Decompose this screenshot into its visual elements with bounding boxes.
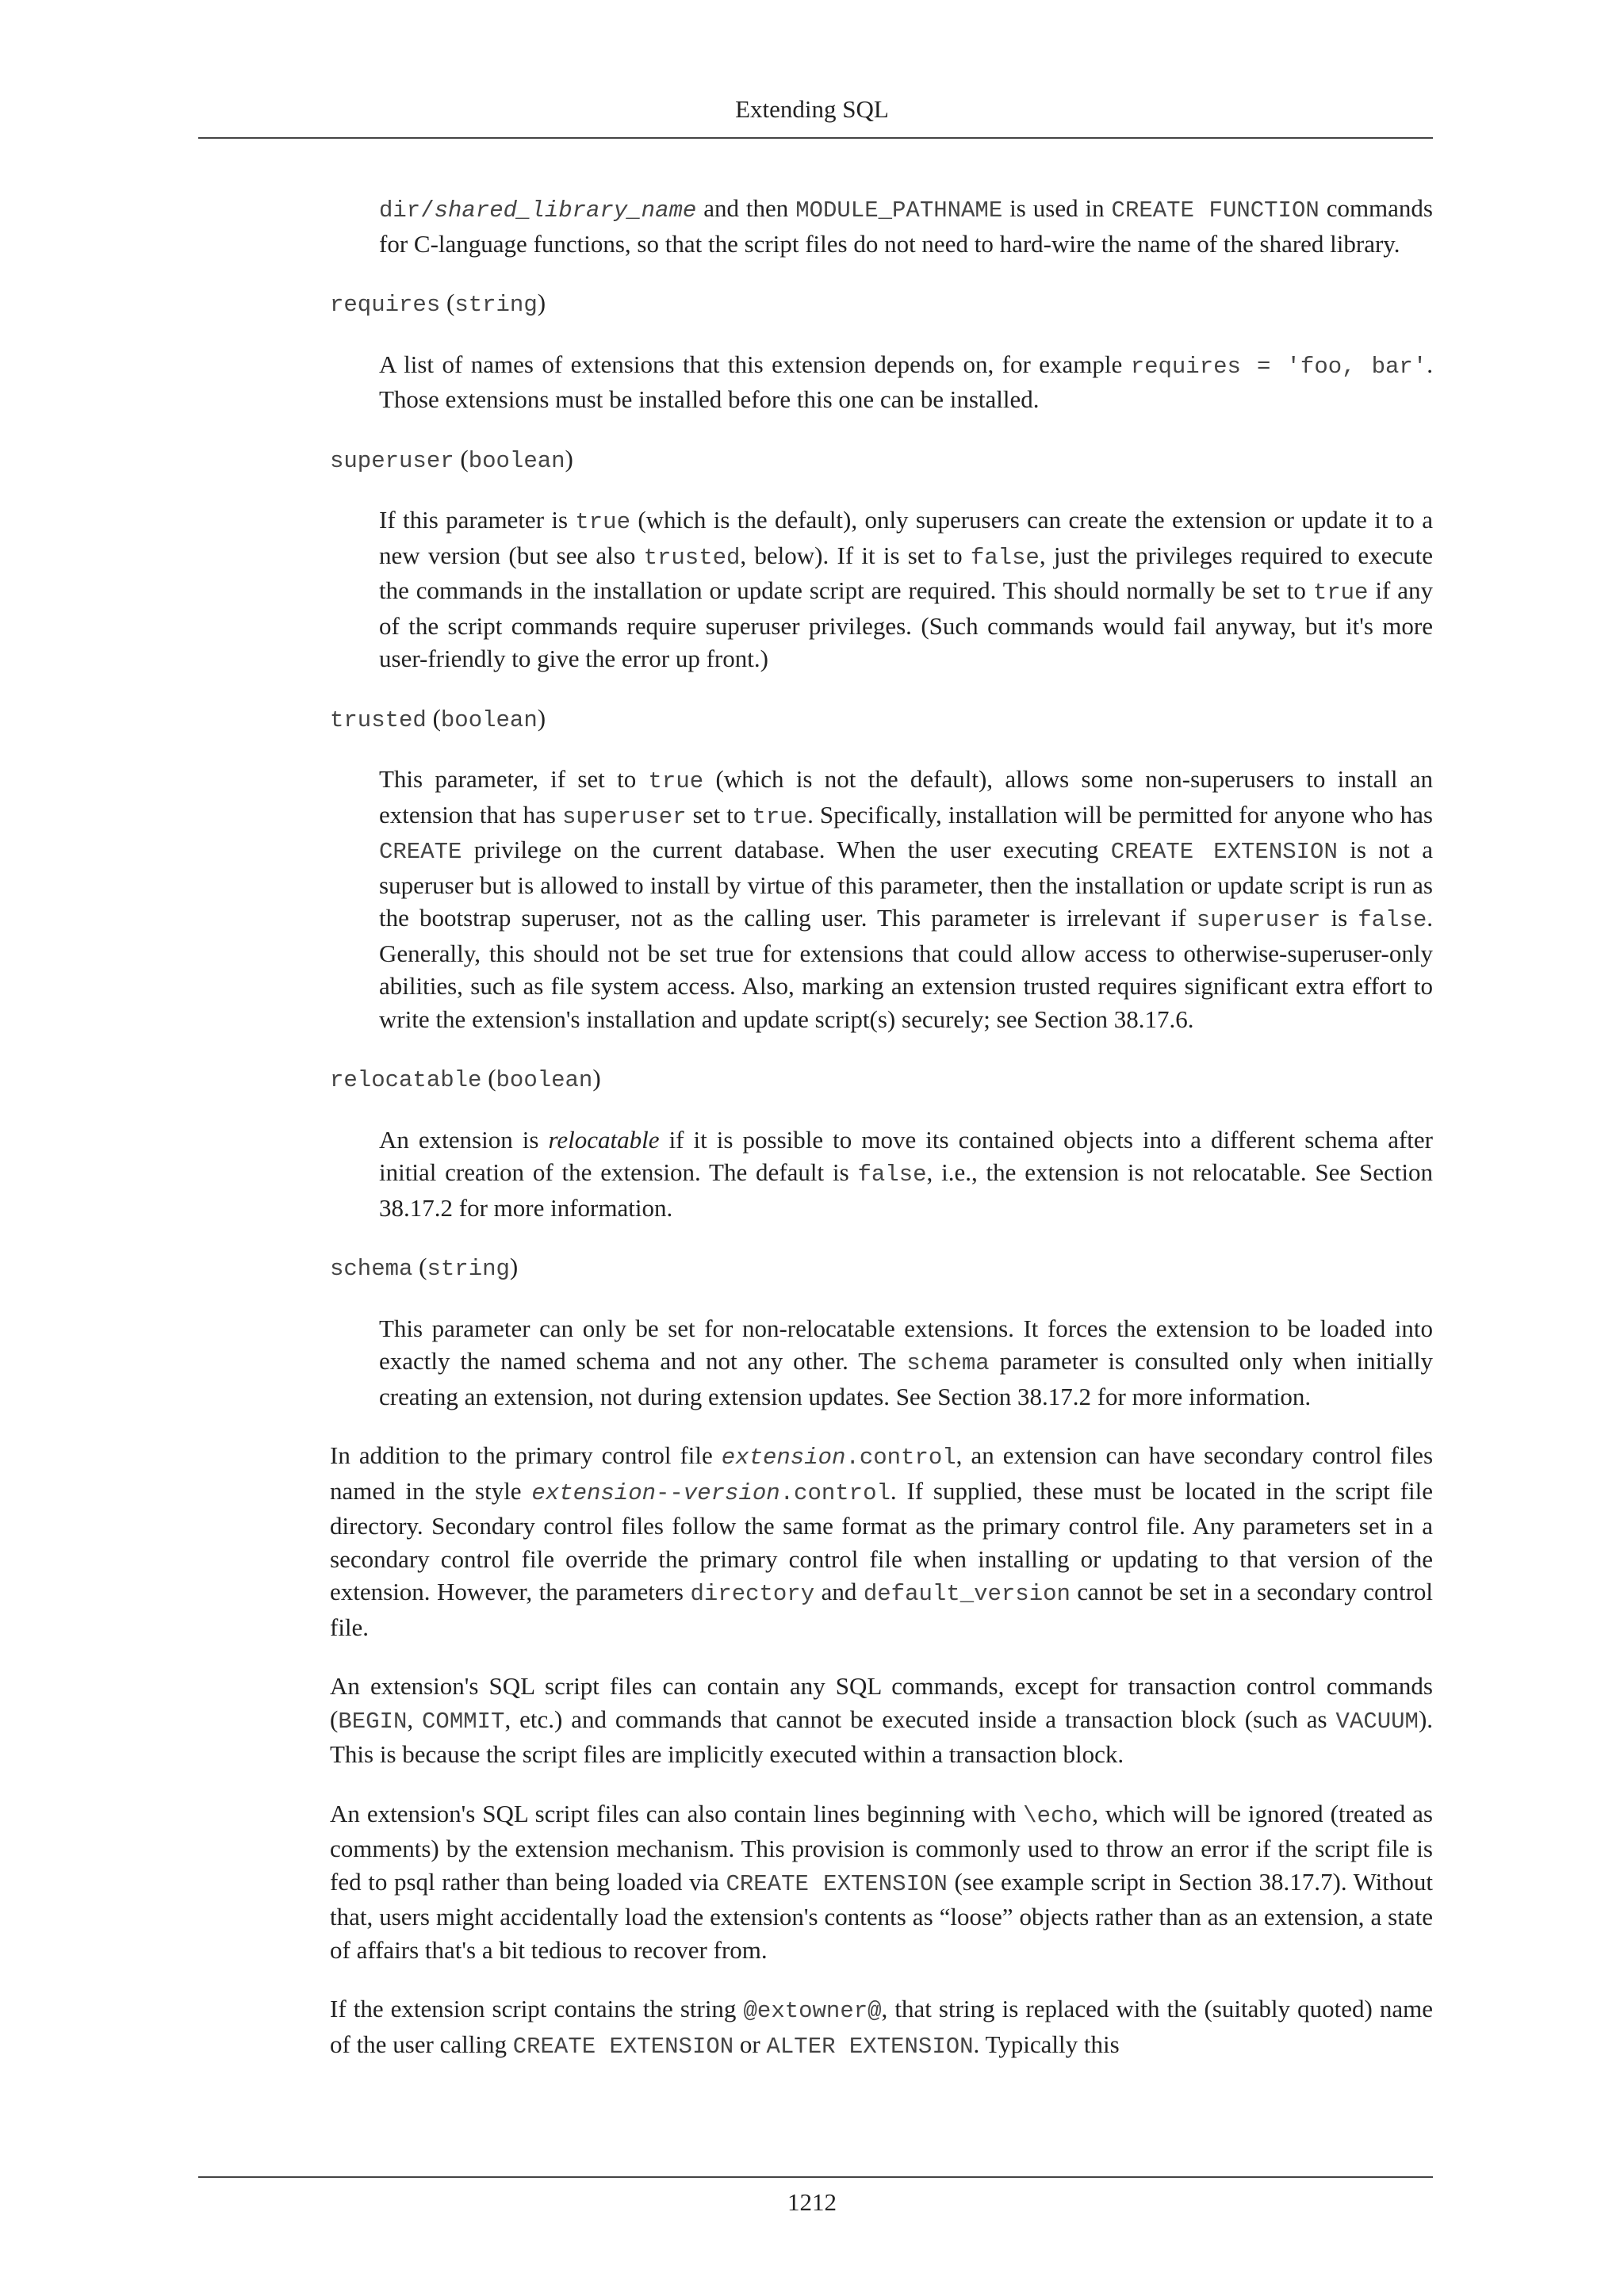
param-desc-superuser: [330, 503, 1433, 675]
code-text: schema: [906, 1350, 990, 1376]
text: cannot be set in a secondary control file.: [330, 1578, 1434, 1641]
code-text: false: [857, 1161, 927, 1188]
text: is not a superuser but is allowed to install by virtue of this parameter, then the installation or update script is run as the bootstrap superuser, not as the calling user. This parameter is irrelevant if: [379, 836, 1433, 932]
text: , etc.) and commands that cannot be executed inside a transaction block (such as: [504, 1705, 1336, 1733]
text: . Typically this: [973, 2030, 1120, 2058]
code-text: .control: [845, 1445, 956, 1471]
code-text: dir/: [379, 197, 435, 224]
text: and: [814, 1578, 864, 1605]
running-header: Extending SQL: [735, 95, 889, 123]
text: , below). If it is set to: [740, 541, 971, 569]
text: , an extension can have secondary control files named in the style: [330, 1441, 1434, 1505]
text: privilege on the current database. When the user executing: [462, 836, 1111, 863]
text: if it is possible to move its contained objects into a different schema after initial creation of the extension. The default is: [379, 1125, 1433, 1186]
code-text: .control: [779, 1479, 891, 1506]
param-type: boolean: [468, 447, 565, 474]
code-text: COMMIT: [422, 1708, 505, 1735]
paragraph-secondary-control-files: [330, 1439, 1433, 1644]
emphasis-text: relocatable: [548, 1125, 660, 1154]
code-text: default_version: [863, 1581, 1071, 1607]
text: This parameter can only be set for non-relocatable extensions. It forces the extension to be loaded into exactly the named schema and not any other. The: [379, 1314, 1433, 1375]
code-text: ALTER EXTENSION: [766, 2033, 974, 2060]
param-term-relocatable: relocatable (boolean): [330, 1064, 601, 1093]
page-content: [330, 192, 1433, 2089]
param-desc-schema: [330, 1312, 1433, 1414]
text: or: [733, 2030, 767, 2058]
code-text: true: [752, 803, 808, 830]
code-text: directory: [690, 1581, 815, 1607]
text: (which is not the default), allows some non-superusers to install an extension that has: [379, 765, 1434, 828]
continuation-paragraph: [330, 192, 1433, 260]
paragraph-script-commands: [330, 1670, 1433, 1771]
text: . Generally, this should not be set true for extensions that could allow access to otherwise-superuser-only abilities, such as file system access. Also, marking an extension trusted requires significant extra effort to write the extension's installation and update script(s) securely; see Section 38.17.6.: [379, 904, 1433, 1033]
text: , just the privileges required to execute the commands in the installation or update script are required. This should normally be set to: [379, 541, 1433, 604]
text: . Specifically, installation will be permitted for anyone who has: [807, 800, 1433, 828]
paragraph-echo-lines: [330, 1797, 1433, 1967]
header-rule: [198, 137, 1433, 139]
param-desc-requires: [330, 348, 1433, 416]
text: is used in: [1002, 194, 1112, 222]
text: If the extension script contains the string: [330, 1995, 744, 2022]
text: is: [1320, 904, 1358, 932]
param-type: string: [454, 292, 538, 318]
code-text: trusted: [643, 544, 741, 571]
text: , i.e., the extension is not relocatable. See Section 38.17.2 for more information.: [379, 1158, 1433, 1222]
code-text: CREATE FUNCTION: [1111, 197, 1320, 224]
param-type: boolean: [496, 1067, 593, 1093]
param-name: requires: [330, 292, 441, 318]
code-text: superuser: [561, 803, 687, 830]
code-text: CREATE EXTENSION: [512, 2033, 734, 2060]
param-type: boolean: [440, 706, 538, 733]
code-text: true: [575, 509, 630, 535]
text: A list of names of extensions that this extension depends on, for example: [379, 350, 1131, 378]
text: if any of the script commands require superuser privileges. (Such commands would fail anyway, but it's more user-friendly to give the error up front.): [379, 576, 1433, 672]
code-text: VACUUM: [1335, 1708, 1419, 1735]
text: . Those extensions must be installed before this one can be installed.: [379, 350, 1433, 413]
text: (see example script in Section 38.17.7). Without that, users might accidentally load the extension's contents as “loose” objects rather than as an extension, a state of affairs that's a bit tedious to recover from.: [330, 1867, 1433, 1964]
code-text: MODULE_PATHNAME: [795, 197, 1003, 224]
code-text: true: [648, 768, 704, 794]
text: set to: [686, 800, 753, 828]
text: , which will be ignored (treated as comments) by the extension mechanism. This provision is commonly used to throw an error if the script file is fed to psql rather than being loaded via: [330, 1799, 1433, 1896]
code-italic-text: version: [683, 1479, 780, 1506]
param-term-trusted: trusted (boolean): [330, 703, 546, 733]
code-text: @extowner@: [743, 1998, 882, 2024]
code-text: false: [970, 544, 1040, 571]
code-text: requires = 'foo, bar': [1130, 353, 1427, 380]
param-name: superuser: [330, 447, 454, 474]
page-number: 1212: [787, 2188, 837, 2216]
code-text: CREATE EXTENSION: [726, 1870, 948, 1897]
text: parameter is consulted only when initially creating an extension, not during extension updates. See Section 38.17.2 for more information.: [379, 1347, 1433, 1410]
text: , that string is replaced with the (suitably quoted) name of the user calling: [330, 1995, 1433, 2058]
text: An extension's SQL script files can contain any SQL commands, except for transaction control commands (: [330, 1672, 1433, 1733]
param-type: string: [427, 1256, 510, 1282]
text: If this parameter is: [379, 506, 576, 534]
footer-rule: [198, 2176, 1433, 2178]
code-text: \echo: [1023, 1802, 1093, 1829]
text: ,: [407, 1705, 423, 1733]
text: and then: [696, 194, 796, 222]
text: An extension's SQL script files can also contain lines beginning with: [330, 1799, 1024, 1827]
param-term-superuser: superuser (boolean): [330, 444, 573, 474]
code-text: superuser: [1196, 907, 1321, 933]
text: This parameter, if set to: [379, 765, 649, 793]
text: In addition to the primary control file: [330, 1441, 722, 1469]
code-italic-text: shared_library_name: [434, 197, 697, 224]
code-text: BEGIN: [338, 1708, 408, 1735]
param-name: schema: [330, 1256, 413, 1282]
param-name: relocatable: [330, 1067, 482, 1093]
text: An extension is: [379, 1125, 549, 1154]
text: ). This is because the script files are implicitly executed within a transaction block.: [330, 1705, 1434, 1768]
text: . If supplied, these must be located in the script file directory. Secondary control files follow the same format as the primary control file. Any parameters set in a secondary control file override the primary control file when installing or updating to that version of the extension. However, the parameters: [330, 1476, 1434, 1605]
code-text: CREATE: [379, 839, 462, 865]
text: commands for C-language functions, so that the script files do not need to hard-wire the name of the shared library.: [379, 194, 1433, 258]
code-text: CREATE EXTENSION: [1110, 839, 1338, 865]
code-italic-text: extension: [531, 1479, 657, 1506]
param-desc-trusted: [330, 763, 1433, 1035]
param-desc-relocatable: [330, 1123, 1433, 1225]
text: (which is the default), only superusers can create the extension or update it to a new version (but see also: [379, 506, 1433, 569]
code-text: false: [1358, 907, 1427, 933]
code-text: --: [656, 1479, 684, 1506]
code-text: true: [1312, 580, 1369, 606]
param-term-schema: schema (string): [330, 1253, 519, 1282]
paragraph-extowner: [330, 1992, 1433, 2063]
code-italic-text: extension: [721, 1445, 846, 1471]
param-term-requires: requires (string): [330, 289, 546, 318]
param-name: trusted: [330, 706, 427, 733]
